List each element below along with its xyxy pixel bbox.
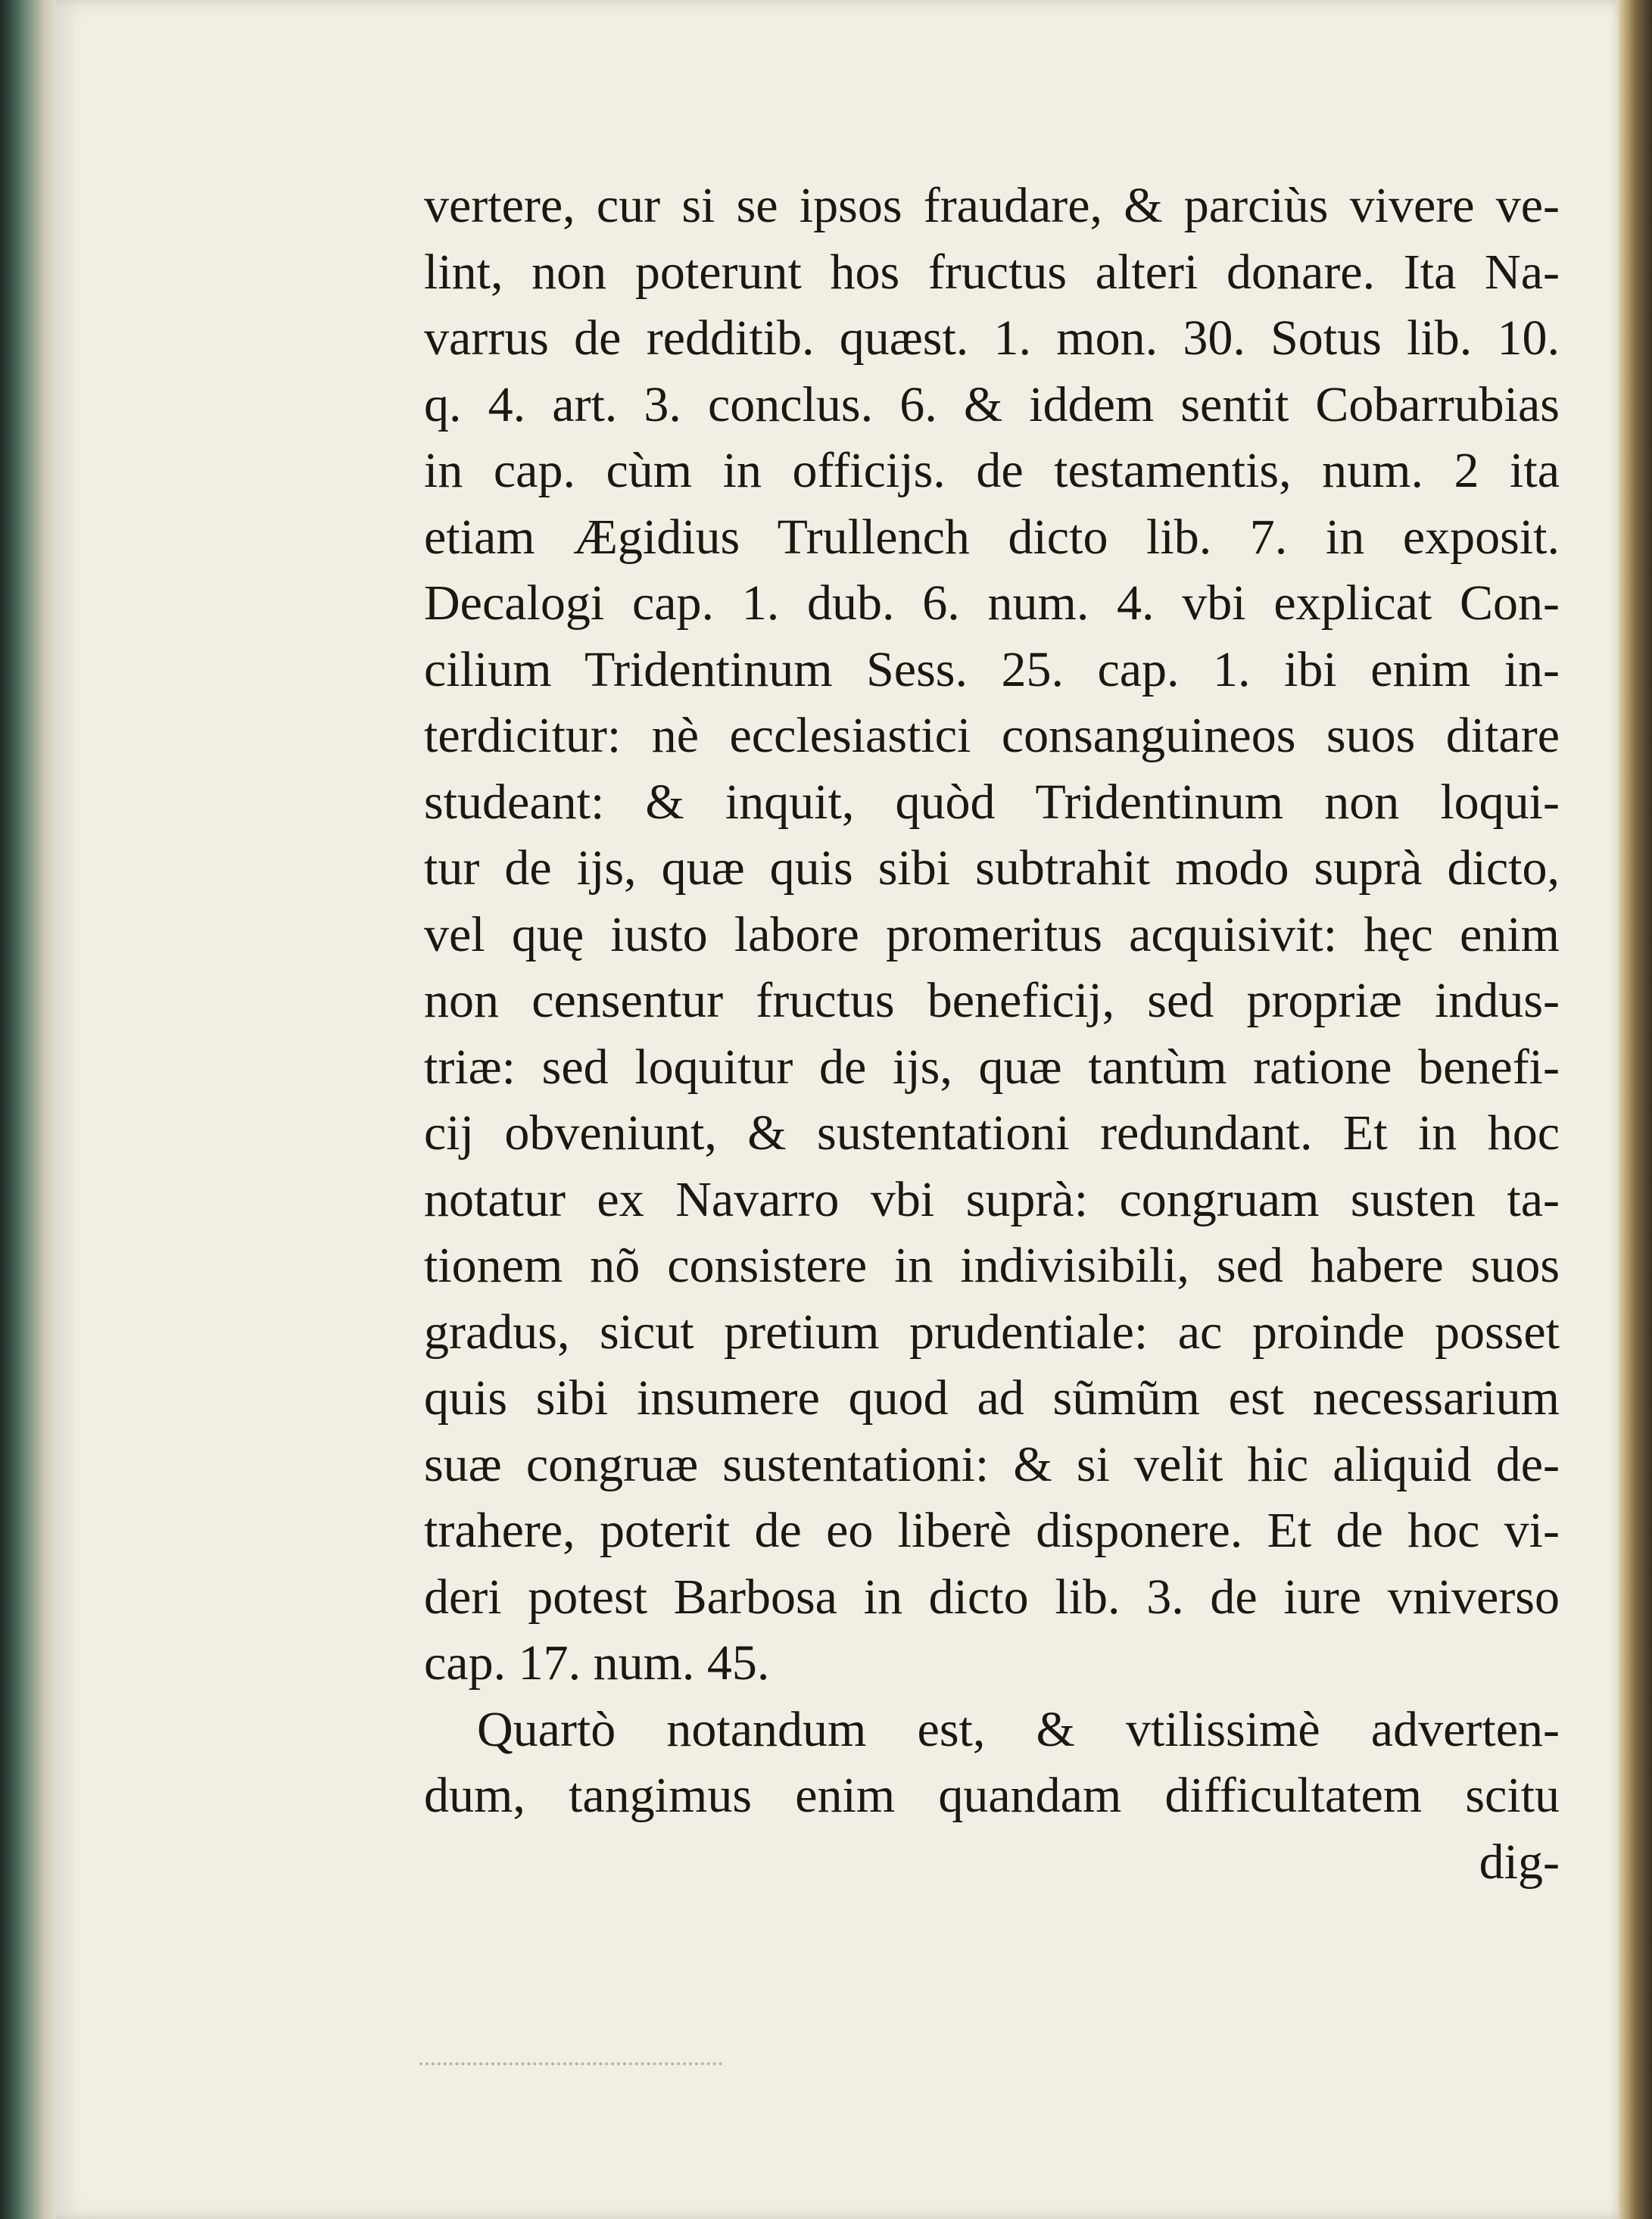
page-edge [1619,0,1652,2219]
text-line: studeant: & inquit, quòd Tridentinum non loqui- [424,774,1560,830]
text-line: Quartò notandum est, & vtilissimè adverten- [477,1701,1560,1757]
text-line: non censentur fructus beneficij, sed propriæ indus- [424,973,1560,1028]
text-line: tionem nõ consistere in indivisibili, sed habere suos [424,1238,1560,1293]
text-line: triæ: sed loquitur de ijs, quæ tantùm ratione benefi- [424,1039,1560,1095]
text-line: lint, non poterunt hos fructus alteri donare. Ita Na- [424,244,1560,300]
text-line: etiam Ægidius Trullench dicto lib. 7. in exposit. [424,509,1560,565]
text-line: trahere, poterit de eo liberè disponere. Et de hoc vi- [424,1503,1560,1558]
text-line: gradus, sicut pretium prudentiale: ac proinde posset [424,1304,1560,1360]
text-line: q. 4. art. 3. conclus. 6. & iddem sentit Cobarrubias [424,376,1560,432]
page-speckle-dots [419,2058,722,2065]
text-line: Decalogi cap. 1. dub. 6. num. 4. vbi explicat Con- [424,575,1560,631]
text-line: dum, tangimus enim quandam difficultatem scitu [424,1768,1560,1823]
text-line: notatur ex Navarro vbi suprà: congruam susten ta- [424,1171,1560,1227]
text-line: in cap. cùm in officijs. de testamentis, num. 2 ita [424,443,1560,498]
text-line: deri potest Barbosa in dicto lib. 3. de iure vniverso [424,1569,1560,1625]
text-line: vertere, cur si se ipsos fraudare, & parciùs vivere ve- [424,178,1560,233]
catchword: dig- [1479,1834,1560,1890]
text-line: varrus de redditib. quæst. 1. mon. 30. Sotus lib. 10. [424,310,1560,366]
text-line: terdicitur: nè ecclesiastici consanguineos suos ditare [424,708,1560,763]
text-line: quis sibi insumere quod ad sũmũm est necessarium [424,1370,1560,1426]
body-text [424,173,1560,1895]
text-line: cilium Tridentinum Sess. 25. cap. 1. ibi enim in- [424,641,1560,697]
text-line: cap. 17. num. 45. [424,1635,770,1691]
text-line: tur de ijs, quæ quis sibi subtrahit modo suprà dicto, [424,840,1560,896]
text-line: suæ congruæ sustentationi: & si velit hic aliquid de- [424,1436,1560,1492]
text-line: cij obveniunt, & sustentationi redundant. Et in hoc [424,1105,1560,1161]
text-line: vel quę iusto labore promeritus acquisivit: hęc enim [424,906,1560,962]
